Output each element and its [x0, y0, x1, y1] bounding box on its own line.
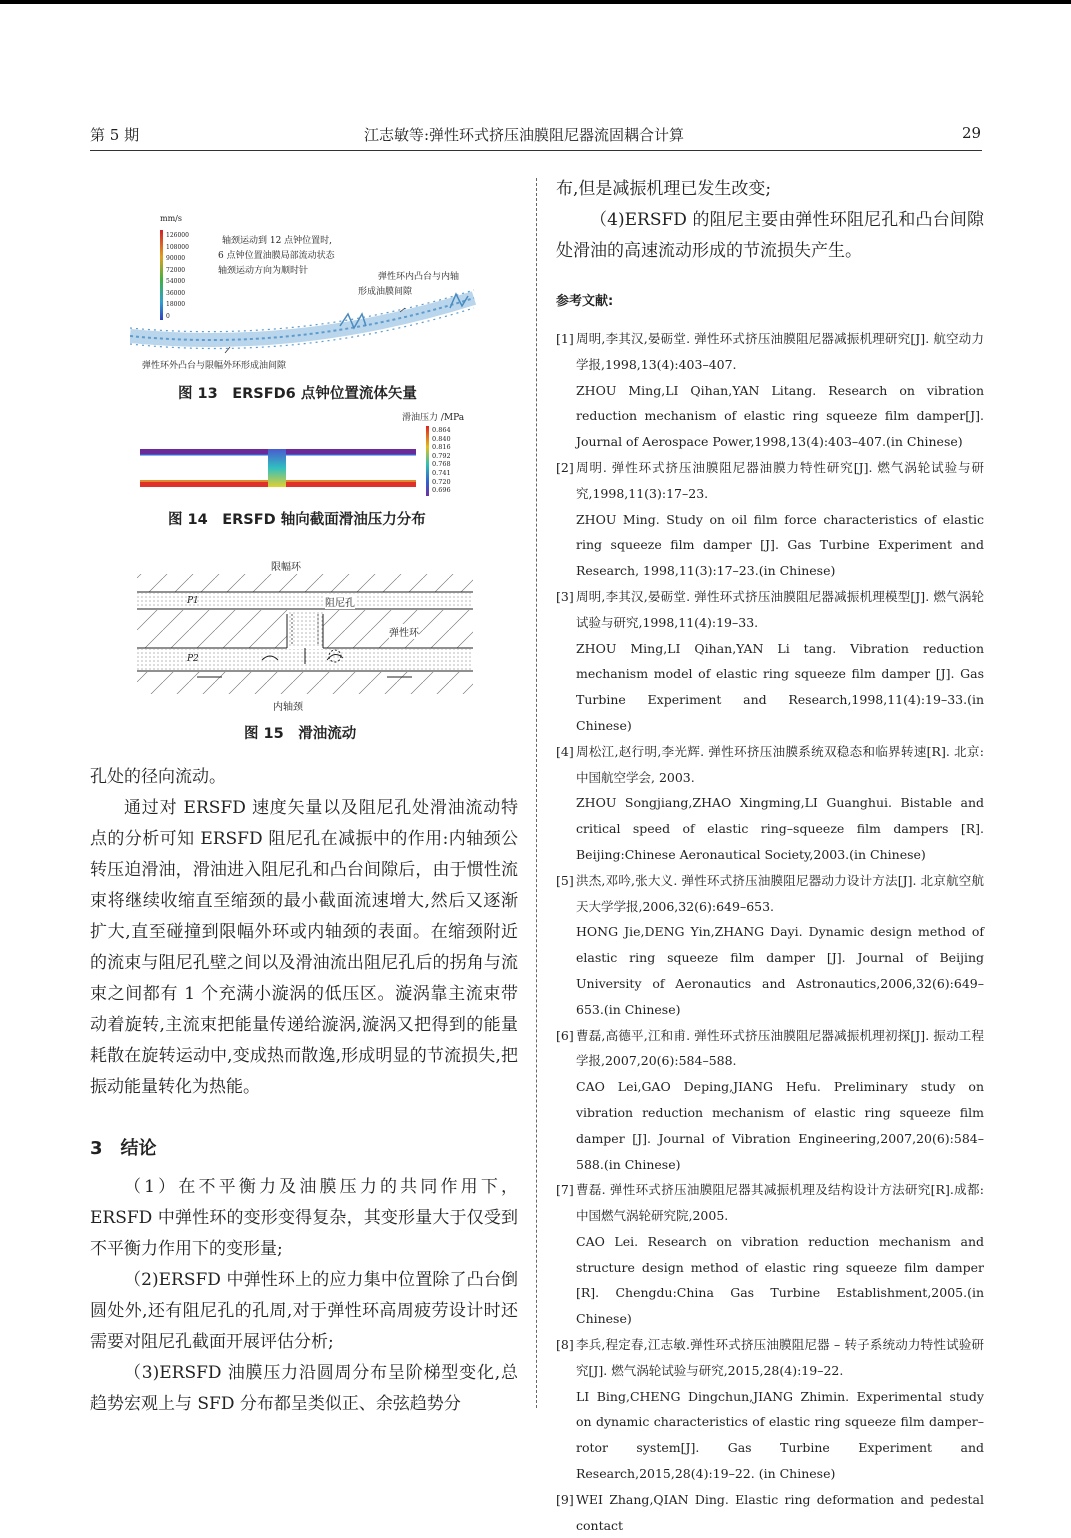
reference-number: [4]	[556, 743, 574, 759]
reference-cn: 洪杰,邓吟,张大义. 弹性环式挤压油膜阻尼器动力设计方法[J]. 北京航空航天大学学报,2006,32(6):649–653.	[576, 872, 984, 914]
reference-item	[556, 326, 984, 455]
figure-15	[137, 552, 473, 712]
paragraph: （4)ERSFD 的阻尼主要由弹性环阻尼孔和凸台间隙处滑油的高速流动形成的节流损失产生。	[556, 210, 984, 261]
reference-item	[556, 1023, 984, 1178]
reference-item	[556, 1177, 984, 1332]
left-body	[90, 762, 518, 1103]
reference-number: [2]	[556, 459, 574, 475]
fig15-label-hole: 阻尼孔	[325, 594, 355, 609]
fig14-legend-item: 0.696	[432, 486, 451, 495]
reference-item	[556, 455, 984, 584]
reference-list	[556, 326, 984, 1538]
fig14-legend-item: 0.816	[432, 443, 451, 452]
paragraph: （2)ERSFD 中弹性环上的应力集中位置除了凸台倒圆处外,还有阻尼孔的孔周,对于弹性环高周疲劳设计时还需要对阻尼孔截面开展评估分析;	[90, 1270, 518, 1352]
reference-en: CAO Lei,GAO Deping,JIANG Hefu. Preliminary study on vibration reduction mechanism of elastic ring squeeze film damper [J]. Journal of Vibration Engineering,2007,20(6):584–588.(in Chinese)	[576, 1079, 984, 1172]
fig13-legend-item: 54000	[166, 278, 186, 285]
reference-number: [6]	[556, 1027, 574, 1043]
conclusions-left	[90, 1172, 518, 1420]
reference-number: [7]	[556, 1182, 574, 1198]
reference-en: LI Bing,CHENG Dingchun,JIANG Zhimin. Experimental study on dynamic characteristics of elastic ring squeeze film damper–rotor system[J]. Gas Turbine Experiment and Research,2015,28(4):19–22. (in Chinese)	[576, 1388, 984, 1482]
page-number: 29	[962, 124, 982, 142]
reference-item	[556, 739, 984, 868]
fig13-legend-item: 0	[166, 312, 170, 320]
column-divider	[536, 178, 537, 1408]
paragraph: （3)ERSFD 油膜压力沿圆周分布呈阶梯型变化,总趋势宏观上与 SFD 分布都呈类似正、余弦趋势分	[90, 1363, 518, 1414]
figure-13-caption: 图 13 ERSFD6 点钟位置流体矢量	[178, 386, 417, 402]
reference-number: [5]	[556, 872, 574, 888]
fig14-legend-item: 0.864	[432, 426, 451, 434]
fig13-legend-item: 18000	[166, 301, 186, 308]
fig13-note-line: 轴颈运动到 12 点钟位置时,	[222, 236, 333, 246]
fig13-note	[218, 234, 335, 279]
figure-14-caption: 图 14 ERSFD 轴向截面滑油压力分布	[168, 512, 426, 528]
right-body	[556, 174, 984, 267]
figure-15-flow-diagram	[137, 552, 473, 712]
reference-item	[556, 1332, 984, 1487]
reference-en: ZHOU Songjiang,ZHAO Xingming,LI Guanghui. Bistable and critical speed of elastic ring–squeeze film dampers [R]. Beijing:Chinese Aeronautical Society,2003.(in Chinese)	[576, 795, 984, 862]
fig14-legend-item: 0.840	[432, 434, 451, 443]
reference-en: HONG Jie,DENG Yin,ZHANG Dayi. Dynamic design method of elastic ring squeeze film damper [J]. Journal of Beijing University of Aeronautics and Astronautics,2006,32(6):649–653.(in Chinese)	[576, 924, 984, 1017]
reference-number: [3]	[556, 588, 574, 604]
fig13-legend	[166, 230, 189, 322]
fig13-note-line: 轴颈运动方向为顺时针	[218, 266, 309, 276]
fig14-legend	[432, 426, 451, 495]
paragraph: 布,但是减振机理已发生改变;	[556, 179, 772, 199]
fig14-legend-item: 0.720	[432, 477, 451, 486]
fig13-annotation-right	[358, 270, 459, 300]
figure-13	[130, 208, 480, 378]
reference-item	[556, 1487, 984, 1538]
reference-cn: 李兵,程定春,江志敏.弹性环式挤压油膜阻尼器 – 转子系统动力特性试验研究[J]. 燃气涡轮试验与研究,2015,28(4):19–22.	[576, 1337, 984, 1378]
fig13-legend-item: 126000	[166, 232, 189, 239]
fig14-unit: 滑油压力 /MPa	[402, 413, 465, 423]
fig14-legend-item: 0.741	[432, 468, 451, 477]
fig15-label-bottom: 内轴颈	[273, 702, 303, 713]
fig13-legend-item: 108000	[166, 243, 189, 251]
reference-en: ZHOU Ming. Study on oil film force characteristics of elastic ring squeeze film damper [J]. Gas Turbine Experiment and Research, 1998,11(3):17–23.(in Chinese)	[576, 511, 984, 579]
figure-14	[136, 406, 480, 502]
reference-number: [8]	[556, 1337, 574, 1353]
section-title: 3 结论	[90, 1138, 157, 1159]
fig14-legend-item: 0.792	[432, 451, 451, 460]
paragraph: （1）在不平衡力及油膜压力的共同作用下，ERSFD 中弹性环的变形变得复杂，其变形量大于仅受到不平衡力作用下的变形量;	[90, 1177, 518, 1259]
reference-cn: 曹磊,高德平,江和甫. 弹性环式挤压油膜阻尼器减振机理初探[J]. 振动工程学报,2007,20(6):584–588.	[576, 1027, 984, 1069]
reference-cn: 周明,李其汉,晏砺堂. 弹性环式挤压油膜阻尼器减振机理研究[J]. 航空动力学报,1998,13(4):403–407.	[576, 331, 984, 372]
issue-number: 第 5 期	[90, 126, 140, 144]
reference-cn: 周明,李其汉,晏砺堂. 弹性环式挤压油膜阻尼器减振机理模型[J]. 燃气涡轮试验与研究,1998,11(4):19–33.	[576, 588, 984, 630]
reference-en: WEI Zhang,QIAN Ding. Elastic ring deformation and pedestal contact	[576, 1491, 984, 1533]
header-rule	[90, 150, 982, 151]
references-heading: 参考文献:	[556, 294, 614, 309]
fig15-label-p1: P1	[187, 596, 199, 606]
fig15-label-p2: P2	[187, 654, 199, 664]
paragraph: 孔处的径向流动。	[90, 767, 226, 787]
fig15-label-ring: 弹性环	[389, 624, 419, 639]
reference-en: CAO Lei. Research on vibration reduction mechanism and structure design method of elastic ring squeeze film damper [R]. Chengdu:China Gas Turbine Establishment,2005.(in Chinese)	[576, 1233, 984, 1327]
fig13-unit: mm/s	[160, 214, 182, 223]
fig13-annotation-line: 形成油膜间隙	[358, 287, 413, 297]
fig13-legend-item: 36000	[166, 289, 186, 297]
fig15-label-top: 限幅环	[271, 562, 301, 573]
paragraph: 通过对 ERSFD 速度矢量以及阻尼孔处滑油流动特点的分析可知 ERSFD 阻尼孔在减振中的作用:内轴颈公转压迫滑油，滑油进入阻尼孔和凸台间隙后，由于惯性流束将继续收缩直至缩颈的最小截面流速增大,然后又逐渐扩大,直至碰撞到限幅外环或内轴颈的表面。在缩颈附近的流束与阻尼孔壁之间以及滑油流出阻尼孔后的拐角与流束之间都有 1 个充满小漩涡的低压区。漩涡靠主流束带动着旋转,主流束把能量传递给漩涡,漩涡又把得到的能量耗散在旋转运动中,变成热而散逸,形成明显的节流损失,把振动能量转化为热能。	[90, 798, 518, 1097]
reference-en: ZHOU Ming,LI Qihan,YAN Litang. Research on vibration reduction mechanism of elastic ring squeeze film damper[J]. Journal of Aerospace Power,1998,13(4):403–407.(in Chinese)	[576, 382, 984, 450]
fig13-legend-item: 90000	[166, 255, 186, 262]
reference-cn: 周明. 弹性环式挤压油膜阻尼器油膜力特性研究[J]. 燃气涡轮试验与研究,1998,11(3):17–23.	[576, 459, 984, 501]
fig13-annotation-line: 弹性环内凸台与内轴	[378, 272, 460, 282]
reference-number: [1]	[556, 331, 574, 346]
reference-cn: 周松江,赵行明,李光辉. 弹性环挤压油膜系统双稳态和临界转速[R]. 北京:中国航空学会, 2003.	[576, 743, 984, 785]
top-border	[0, 0, 1071, 4]
reference-item	[556, 868, 984, 1023]
reference-item	[556, 584, 984, 739]
fig13-note-line: 6 点钟位置油膜局部流动状态	[218, 251, 335, 261]
figure-15-caption: 图 15 滑油流动	[244, 726, 357, 742]
running-title: 江志敏等:弹性环式挤压油膜阻尼器流固耦合计算	[364, 126, 685, 144]
fig13-legend-item: 72000	[166, 266, 186, 274]
fig13-annotation-bottom: 弹性环外凸台与限幅外环形成油间隙	[142, 361, 287, 371]
fig14-legend-item: 0.768	[432, 460, 451, 469]
reference-cn: 曹磊. 弹性环式挤压油膜阻尼器其减振机理及结构设计方法研究[R].成都:中国燃气涡轮研究院,2005.	[576, 1182, 984, 1224]
reference-number: [9]	[556, 1491, 574, 1507]
reference-en: ZHOU Ming,LI Qihan,YAN Li tang. Vibration reduction mechanism model of elastic ring squeeze film damper [J]. Gas Turbine Experiment and Research,1998,11(4):19–33.(in Chinese)	[576, 640, 984, 733]
